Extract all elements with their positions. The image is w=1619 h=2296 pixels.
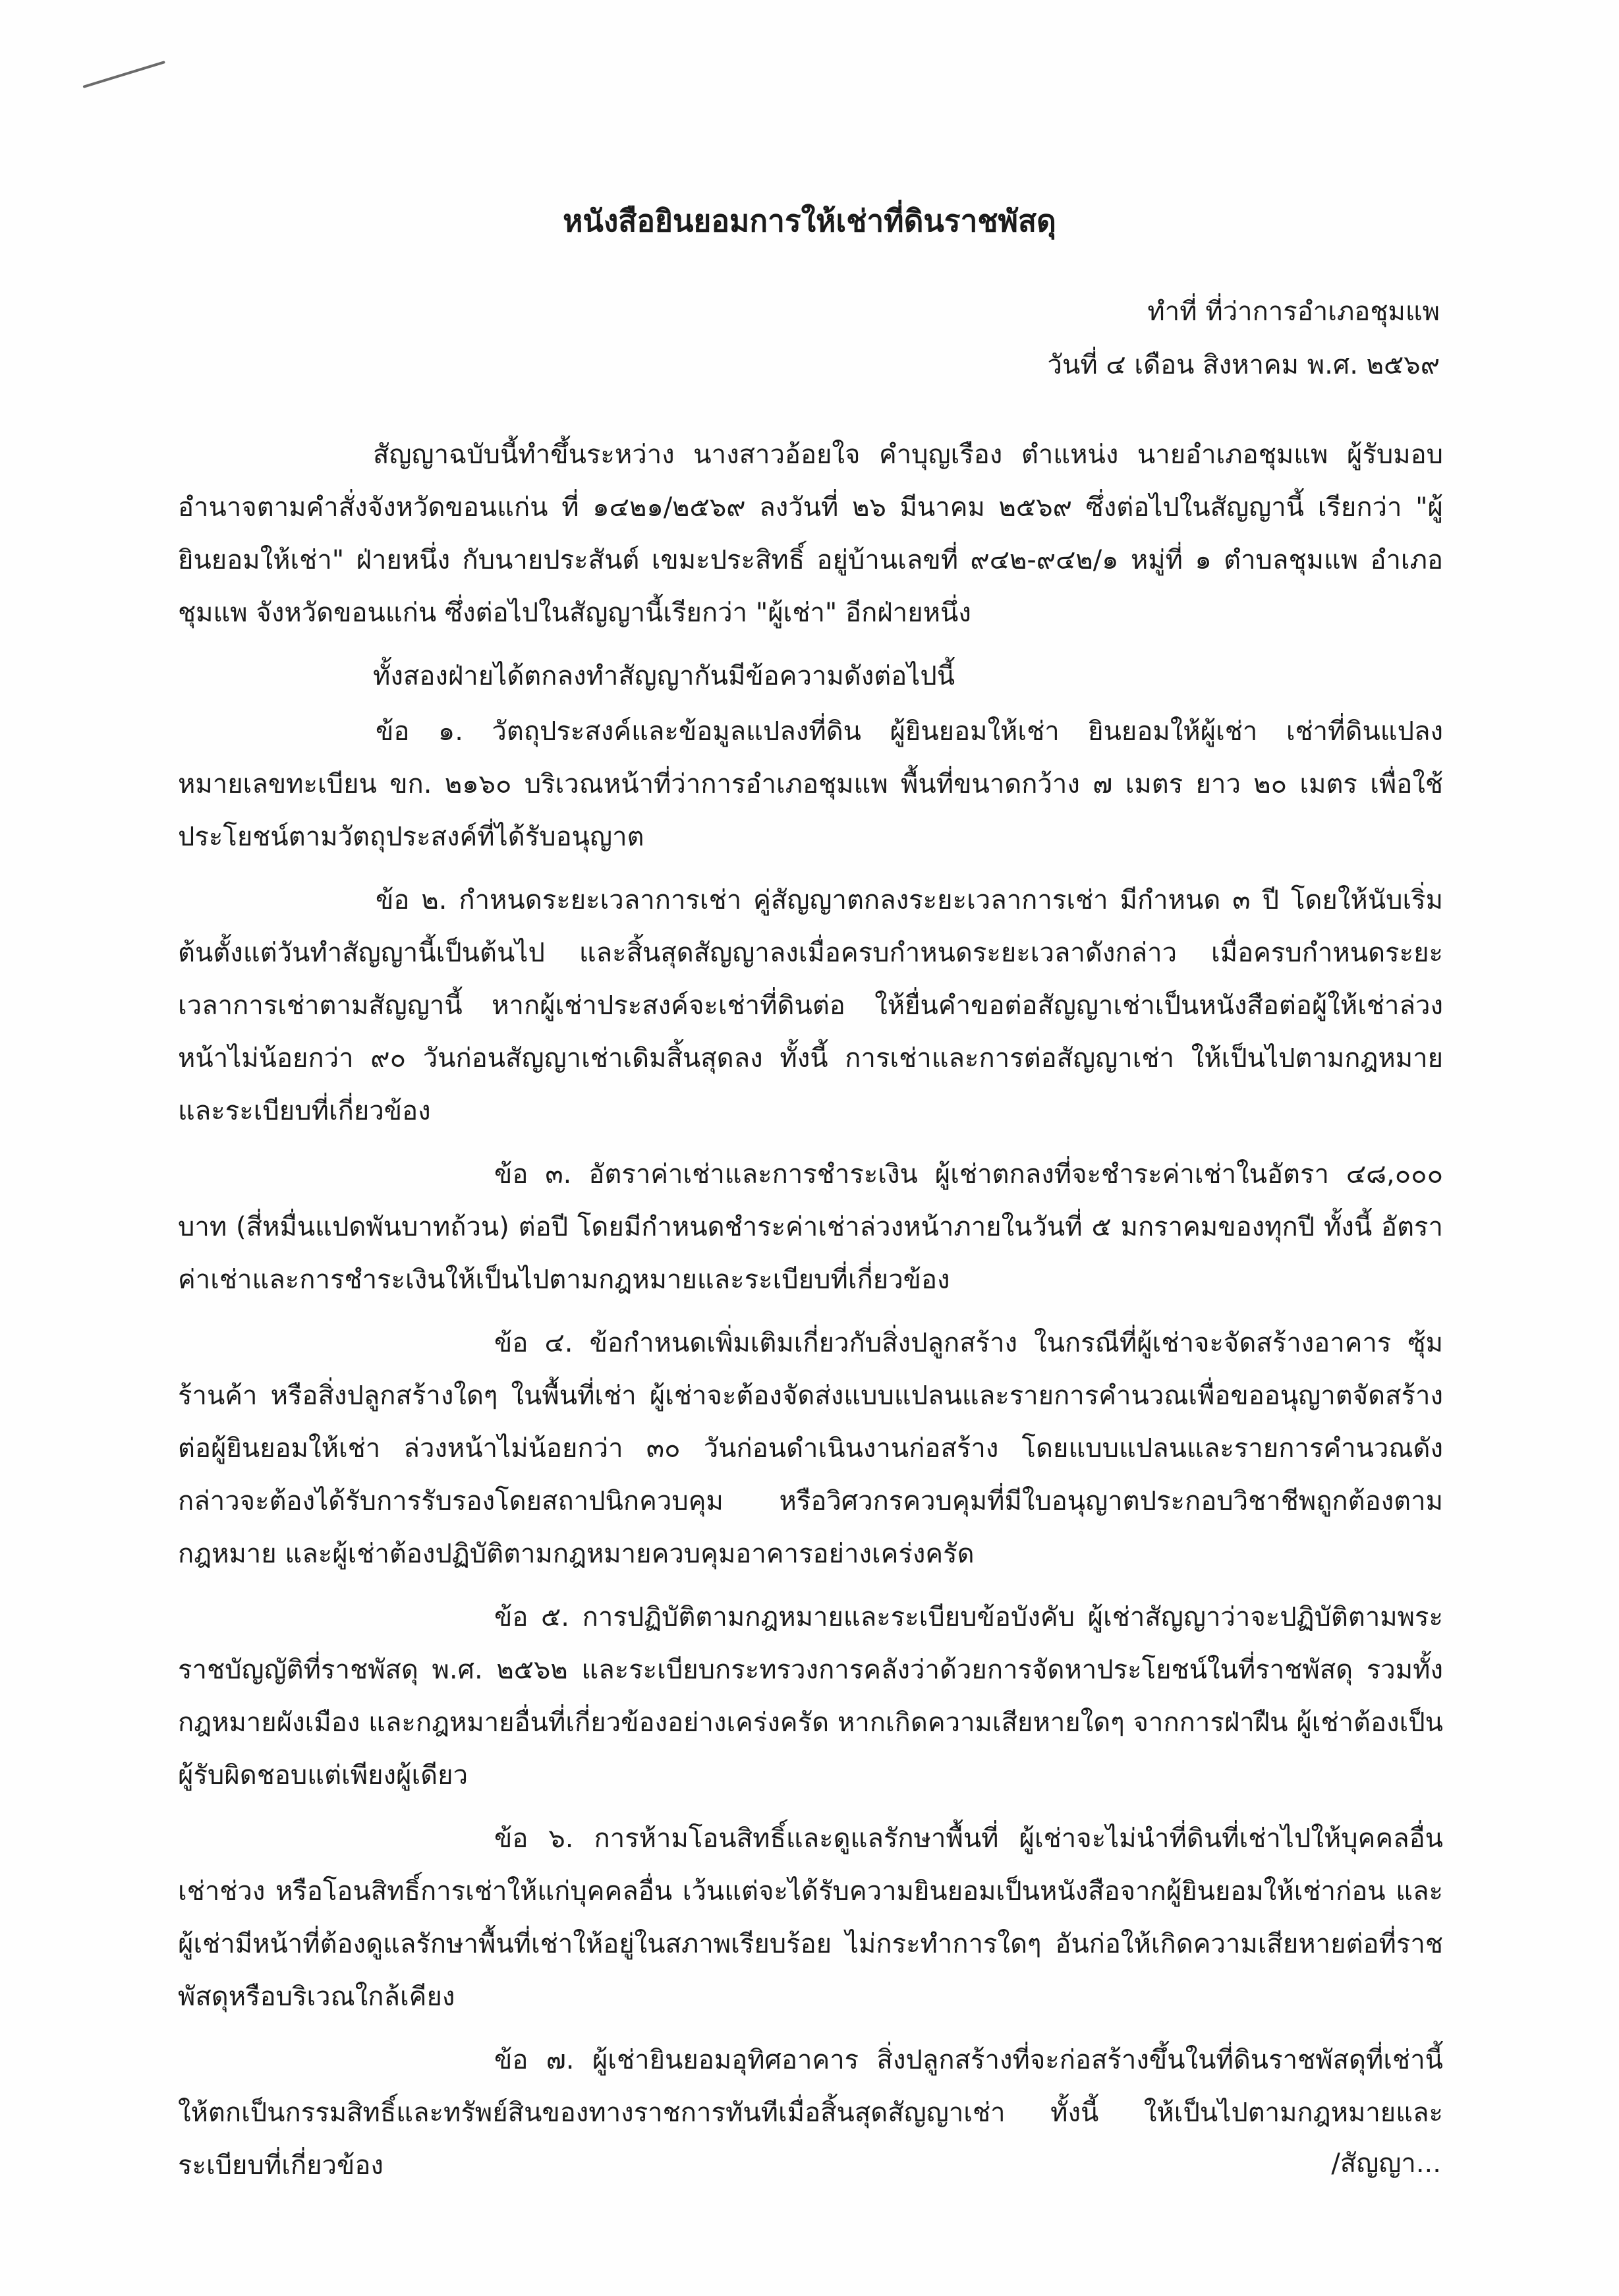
clause-1: ข้อ ๑. วัตถุประสงค์และข้อมูลแปลงที่ดิน ผู้ยินยอมให้เช่า ยินยอมให้ผู้เช่า เช่าที่ดินแปลงหมายเลขทะเบียน ขก. ๒๑๖๐ บริเวณหน้าที่ว่าการอำเภอชุมแพ พื้นที่ขนาดกว้าง ๗ เมตร ยาว ๒๐ เมตร เพื่อใช้ประโยชน์ตามวัตถุประสงค์ที่ได้รับอนุญาต	[178, 716, 1443, 852]
continuation-marker: /สัญญา...	[1331, 2148, 1441, 2179]
paragraph-agreement-intro: ทั้งสองฝ่ายได้ตกลงทำสัญญากันมีข้อความดังต่อไปนี้	[373, 661, 955, 691]
document-body	[178, 428, 1443, 2202]
document-title: หนังสือยินยอมการให้เช่าที่ดินราชพัสดุ	[563, 203, 1056, 239]
clause-4: ข้อ ๔. ข้อกำหนดเพิ่มเติมเกี่ยวกับสิ่งปลูกสร้าง ในกรณีที่ผู้เช่าจะจัดสร้างอาคาร ซุ้มร้านค้า หรือสิ่งปลูกสร้างใดๆ ในพื้นที่เช่า ผู้เช่าจะต้องจัดส่งแบบแปลนและรายการคำนวณเพื่อขออนุญาตจัดสร้างต่อผู้ยินยอมให้เช่า ล่วงหน้าไม่น้อยกว่า ๓๐ วันก่อนดำเนินงานก่อสร้าง โดยแบบแปลนและรายการคำนวณดังกล่าวจะต้องได้รับการรับรองโดยสถาปนิกควบคุม หรือวิศวกรควบคุมที่มีใบอนุญาตประกอบวิชาชีพถูกต้องตามกฎหมาย และผู้เช่าต้องปฏิบัติตามกฎหมายควบคุมอาคารอย่างเคร่งครัด	[178, 1328, 1443, 1569]
clause-5: ข้อ ๕. การปฏิบัติตามกฎหมายและระเบียบข้อบังคับ ผู้เช่าสัญญาว่าจะปฏิบัติตามพระราชบัญญัติที่ราชพัสดุ พ.ศ. ๒๕๖๒ และระเบียบกระทรวงการคลังว่าด้วยการจัดหาประโยชน์ในที่ราชพัสดุ รวมทั้งกฎหมายผังเมือง และกฎหมายอื่นที่เกี่ยวข้องอย่างเคร่งครัด หากเกิดความเสียหายใดๆ จากการฝ่าฝืน ผู้เช่าต้องเป็นผู้รับผิดชอบแต่เพียงผู้เดียว	[178, 1602, 1443, 1791]
clause-2: ข้อ ๒. กำหนดระยะเวลาการเช่า คู่สัญญาตกลงระยะเวลาการเช่า มีกำหนด ๓ ปี โดยให้นับเริ่มต้นตั้งแต่วันทำสัญญานี้เป็นต้นไป และสิ้นสุดสัญญาลงเมื่อครบกำหนดระยะเวลาดังกล่าว เมื่อครบกำหนดระยะเวลาการเช่าตามสัญญานี้ หากผู้เช่าประสงค์จะเช่าที่ดินต่อ ให้ยื่นคำขอต่อสัญญาเช่าเป็นหนังสือต่อผู้ให้เช่าล่วงหน้าไม่น้อยกว่า ๙๐ วันก่อนสัญญาเช่าเดิมสิ้นสุดลง ทั้งนี้ การเช่าและการต่อสัญญาเช่า ให้เป็นไปตามกฎหมายและระเบียบที่เกี่ยวข้อง	[178, 885, 1443, 1126]
clause-7: ข้อ ๗. ผู้เช่ายินยอมอุทิศอาคาร สิ่งปลูกสร้างที่จะก่อสร้างขึ้นในที่ดินราชพัสดุที่เช่านี้ ให้ตกเป็นกรรมสิทธิ์และทรัพย์สินของทางราชการทันทีเมื่อสิ้นสุดสัญญาเช่า ทั้งนี้ ให้เป็นไปตามกฎหมายและระเบียบที่เกี่ยวข้อง	[178, 2045, 1443, 2181]
pen-stroke-mark	[82, 61, 165, 88]
paragraph-parties: สัญญาฉบับนี้ทำขึ้นระหว่าง นางสาวอ้อยใจ คำบุญเรือง ตำแหน่ง นายอำเภอชุมแพ ผู้รับมอบอำนาจตามคำสั่งจังหวัดขอนแก่น ที่ ๑๔๒๑/๒๕๖๙ ลงวันที่ ๒๖ มีนาคม ๒๕๖๙ ซึ่งต่อไปในสัญญานี้ เรียกว่า "ผู้ยินยอมให้เช่า" ฝ่ายหนึ่ง กับนายประสันต์ เขมะประสิทธิ์ อยู่บ้านเลขที่ ๙๔๒-๙๔๒/๑ หมู่ที่ ๑ ตำบลชุมแพ อำเภอชุมแพ จังหวัดขอนแก่น ซึ่งต่อไปในสัญญานี้เรียกว่า "ผู้เช่า" อีกฝ่ายหนึ่ง	[178, 440, 1443, 628]
place-line: ทำที่ ที่ว่าการอำเภอชุมแพ	[1147, 297, 1440, 327]
date-line: วันที่ ๔ เดือน สิงหาคม พ.ศ. ๒๕๖๙	[1047, 350, 1440, 380]
clause-6: ข้อ ๖. การห้ามโอนสิทธิ์และดูแลรักษาพื้นที่ ผู้เช่าจะไม่นำที่ดินที่เช่าไปให้บุคคลอื่นเช่าช่วง หรือโอนสิทธิ์การเช่าให้แก่บุคคลอื่น เว้นแต่จะได้รับความยินยอมเป็นหนังสือจากผู้ยินยอมให้เช่าก่อน และผู้เช่ามีหน้าที่ต้องดูแลรักษาพื้นที่เช่าให้อยู่ในสภาพเรียบร้อย ไม่กระทำการใดๆ อันก่อให้เกิดความเสียหายต่อที่ราชพัสดุหรือบริเวณใกล้เคียง	[178, 1823, 1443, 2012]
clause-3: ข้อ ๓. อัตราค่าเช่าและการชำระเงิน ผู้เช่าตกลงที่จะชำระค่าเช่าในอัตรา ๔๘,๐๐๐ บาท (สี่หมื่นแปดพันบาทถ้วน) ต่อปี โดยมีกำหนดชำระค่าเช่าล่วงหน้าภายในวันที่ ๕ มกราคมของทุกปี ทั้งนี้ อัตราค่าเช่าและการชำระเงินให้เป็นไปตามกฎหมายและระเบียบที่เกี่ยวข้อง	[178, 1159, 1443, 1295]
